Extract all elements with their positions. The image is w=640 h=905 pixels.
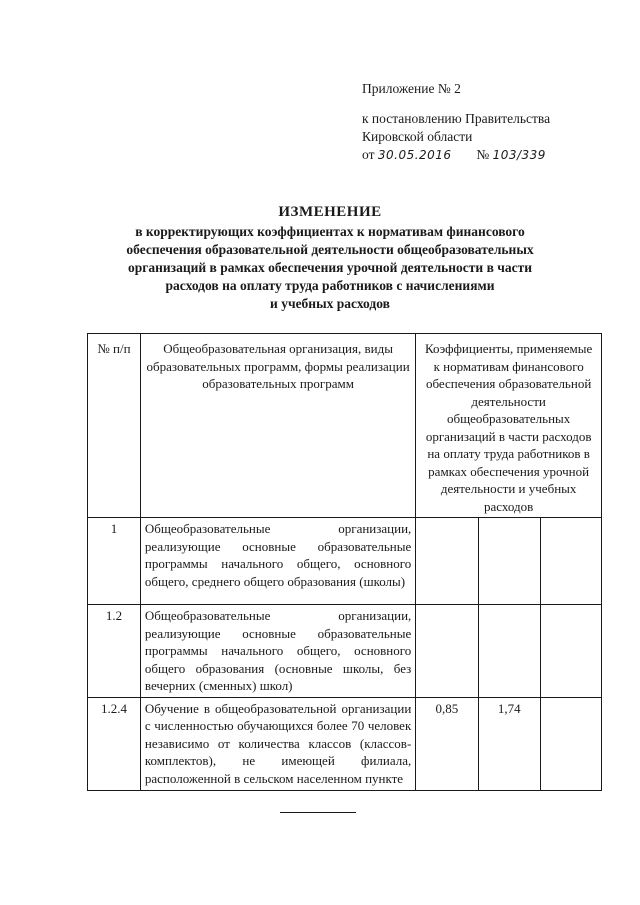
appendix-title: Приложение № 2 [362,81,461,96]
row-value-1: 0,85 [416,697,478,790]
row-num: 1.2 [88,605,141,698]
appendix-line-2: Кировской области [362,129,473,144]
row-organization: Обучение в общеобразовательной организации с численностью обучающихся более 70 человек независимо от количества классов (классов-комплектов), не имеющей филиала, расположенной в сельском населенном пункте [140,697,415,790]
document-heading: ИЗМЕНЕНИЕ [278,204,382,220]
appendix-block [362,80,550,164]
handwritten-date: 30.05.2016 [377,148,452,162]
row-value-2 [478,605,540,698]
row-num: 1.2.4 [88,697,141,790]
title-line-1: в корректирующих коэффициентах к нормативам финансового [135,224,525,239]
date-prefix: от [362,147,375,162]
row-num: 1 [88,518,141,605]
table-row [88,605,602,698]
header-coefficients: Коэффициенты, применяемые к нормативам финансового обеспечения образовательной деятельности общеобразовательных организаций в части расходов на оплату труда работников в рамках обеспечения урочной деятельности и учебных расходов [416,334,602,518]
row-value-3 [540,605,601,698]
handwritten-number: 103/339 [492,148,546,162]
row-organization: Общеобразовательные организации, реализующие основные образовательные программы начального общего, основного общего, среднего общего образования (школы) [140,518,415,605]
appendix-line-1: к постановлению Правительства [362,111,551,126]
row-organization: Общеобразовательные организации, реализующие основные образовательные программы начального общего, основного общего образования (основные школы, без вечерних (сменных) школ) [140,605,415,698]
title-line-2: обеспечения образовательной деятельности общеобразовательных [126,242,534,257]
title-line-5: и учебных расходов [270,296,390,311]
title-line-4: расходов на оплату труда работников с начислениями [165,278,495,293]
coefficients-table [87,333,602,791]
row-value-2 [478,518,540,605]
row-value-2: 1,74 [478,697,540,790]
row-value-1 [416,518,478,605]
row-value-3 [540,518,601,605]
appendix-date-line [362,146,550,164]
end-divider [280,812,356,813]
header-organization: Общеобразовательная организация, виды образовательных программ, формы реализации образовательных программ [140,334,415,518]
header-num: № п/п [88,334,141,518]
table-row [88,518,602,605]
number-prefix: № [476,147,490,162]
table-row [88,697,602,790]
row-value-3 [540,697,601,790]
title-line-3: организаций в рамках обеспечения урочной деятельности в части [127,260,533,275]
row-value-1 [416,605,478,698]
document-title-block [60,204,600,313]
table-header-row [88,334,602,518]
